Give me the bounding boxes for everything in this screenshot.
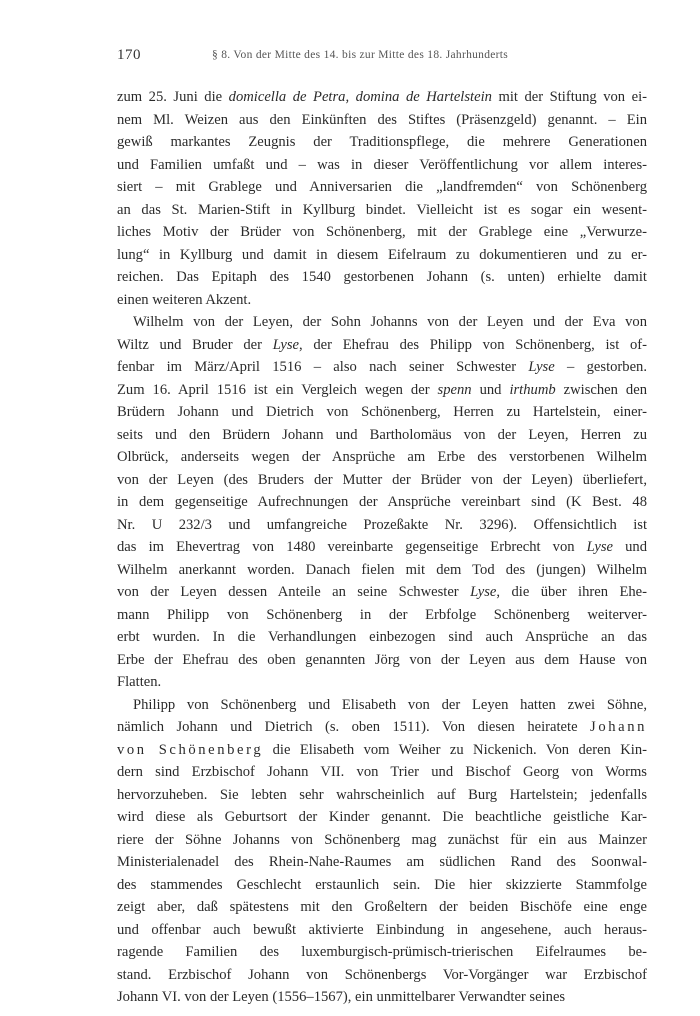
- spaced-text: Johann: [590, 719, 647, 735]
- text-line: [117, 671, 647, 694]
- text-line: [117, 604, 647, 627]
- text-line: [117, 491, 647, 514]
- text-line: [117, 874, 647, 897]
- text-line: [117, 469, 647, 492]
- paragraph: [117, 311, 647, 694]
- text-run: gewiß markantes Zeugnis der Traditionspflege, die mehrere Generationen: [117, 134, 647, 150]
- text-line: [117, 626, 647, 649]
- text-line: [117, 334, 647, 357]
- text-line: [117, 446, 647, 469]
- text-run: und: [613, 539, 647, 555]
- text-run: des stammendes Geschlecht erstaunlich sein. Die hier skizzierte Stammfolge: [117, 876, 647, 893]
- running-head: § 8. Von der Mitte des 14. bis zur Mitte des 18. Jahrhunderts: [212, 49, 509, 61]
- text-run: seits und den Brüdern Johann und Bartholomäus von der Leyen, Herren zu: [117, 426, 647, 443]
- text-run: mann Philipp von Schönenberg in der Erbfolge Schönenberg weiterver-: [117, 606, 647, 623]
- text-line: [117, 739, 647, 762]
- text-run: Nr. U 232/3 und umfangreiche Prozeßakte Nr. 3296). Offensichtlich ist: [117, 516, 647, 533]
- text-run: und Familien umfaßt und – was in dieser Veröffentlichung vor allem interes-: [117, 156, 647, 173]
- text-run: zum 25. Juni die: [117, 89, 229, 105]
- text-run: Brüdern Johann und Dietrich von Schönenberg, Herren zu Hartelstein, einer-: [117, 404, 647, 420]
- text-run: , die über ihren Ehe-: [496, 584, 647, 600]
- text-line: [117, 199, 647, 222]
- italic-text: domicella de Petra, domina de Hartelstein: [228, 89, 492, 105]
- text-line: [117, 581, 647, 604]
- text-line: [117, 109, 647, 132]
- text-line: [117, 356, 647, 379]
- text-run: Wilhelm anerkannt worden. Danach fielen mit dem Tod des (jungen) Wilhelm: [117, 561, 647, 578]
- text-run: zwischen den: [555, 381, 647, 398]
- text-line: [117, 649, 647, 672]
- text-line: [117, 784, 647, 807]
- italic-text: Lyse: [528, 359, 555, 375]
- text-run: Philipp von Schönenberg und Elisabeth von der Leyen hatten zwei Söhne,: [133, 696, 647, 713]
- text-run: reichen. Das Epitaph des 1540 gestorbenen Johann (s. unten) erhielte damit: [117, 269, 647, 285]
- text-run: Erbe der Ehefrau des oben genannten Jörg von der Leyen aus dem Hause von: [117, 651, 647, 668]
- text-run: von der Leyen dessen Anteile an seine Schwester: [117, 584, 471, 600]
- text-run: von der Leyen (des Bruders der Mutter der Brüder von der Leyen) überliefert,: [117, 471, 647, 488]
- text-run: nem Ml. Weizen aus den Einkünften des Stiftes (Präsenzgeld) genannt. – Ein: [117, 111, 647, 128]
- text-run: und offenbar auch bewußt aktivierte Einbindung in angesehene, auch heraus-: [117, 921, 647, 938]
- text-run: erbt wurden. In die Verhandlungen einbezogen sind auch Ansprüche an das: [117, 629, 647, 645]
- text-run: siert – mit Grablege und Anniversarien die „landfremden“ von Schönenberg: [117, 179, 647, 195]
- italic-text: Lyse: [586, 539, 613, 555]
- spaced-text: von Schönenberg: [117, 741, 264, 758]
- text-run: , der Ehefrau des Philipp von Schönenberg, ist of-: [299, 336, 647, 353]
- text-line: [117, 244, 647, 267]
- text-line: [117, 176, 647, 199]
- text-run: zeigt aber, daß spätestens mit den Großeltern der beiden Bischöfe eine enge: [117, 899, 647, 915]
- italic-text: Lyse: [470, 584, 497, 600]
- text-line: [117, 311, 647, 334]
- text-line: [117, 424, 647, 447]
- text-line: [117, 941, 647, 964]
- text-run: an das St. Marien-Stift in Kyllburg bindet. Vielleicht ist es sogar ein wesent-: [117, 201, 647, 218]
- text-run: Flatten.: [117, 674, 162, 690]
- text-line: [117, 401, 647, 424]
- page-header: [117, 47, 647, 67]
- text-line: [117, 379, 647, 402]
- text-line: [117, 221, 647, 244]
- text-run: wird diese als Geburtsort der Kinder genannt. Die beachtliche geistliche Kar-: [117, 809, 647, 825]
- text-line: [117, 289, 647, 312]
- text-run: riere der Söhne Johanns von Schönenberg mag zunächst für ein aus Mainzer: [117, 831, 647, 848]
- text-line: [117, 694, 647, 717]
- text-line: [117, 536, 647, 559]
- text-line: [117, 86, 647, 109]
- text-run: liches Motiv der Brüder von Schönenberg, mit der Grablege eine „Verwurze-: [117, 224, 647, 240]
- text-run: lung“ in Kyllburg und damit in diesem Eifelraum zu dokumentieren und zu er-: [117, 246, 647, 263]
- text-run: dern sind Erzbischof Johann VII. von Trier und Bischof Georg von Worms: [117, 764, 647, 780]
- text-run: ragende Familien des luxemburgisch-prümisch-trierischen Eifelraumes be-: [117, 944, 647, 960]
- text-line: [117, 716, 647, 739]
- italic-text: Lyse: [272, 336, 300, 353]
- text-run: fenbar im März/April 1516 – also nach seiner Schwester: [117, 359, 529, 375]
- text-line: [117, 806, 647, 829]
- paragraph: [117, 694, 647, 1009]
- text-line: [117, 896, 647, 919]
- text-line: [117, 154, 647, 177]
- text-run: stand. Erzbischof Johann von Schönenbergs Vor-Vorgänger war Erzbischof: [117, 966, 647, 983]
- text-line: [117, 964, 647, 987]
- text-line: [117, 131, 647, 154]
- text-run: hervorzuheben. Sie lebten sehr wahrscheinlich auf Burg Hartelstein; jedenfalls: [117, 786, 647, 803]
- text-run: in dem gegenseitige Aufrechnungen der Ansprüche vereinbart sind (K Best. 48: [117, 494, 647, 510]
- text-run: mit der Stiftung von ei-: [491, 89, 647, 105]
- text-run: Olbrück, anderseits wegen der Ansprüche am Erbe des verstorbenen Wilhelm: [117, 449, 647, 465]
- text-run: Zum 16. April 1516 ist ein Vergleich wegen der: [117, 381, 438, 398]
- paragraph: [117, 86, 647, 311]
- text-line: [117, 761, 647, 784]
- text-run: einen weiteren Akzent.: [117, 291, 252, 308]
- text-run: und: [471, 381, 510, 398]
- body-text: [117, 86, 647, 1009]
- text-line: [117, 559, 647, 582]
- text-run: Johann VI. von der Leyen (1556–1567), ein unmittelbarer Verwandter seines: [117, 989, 566, 1005]
- text-line: [117, 266, 647, 289]
- text-run: das im Ehevertrag von 1480 vereinbarte gegenseitige Erbrecht von: [117, 539, 587, 555]
- italic-text: spenn: [437, 381, 472, 398]
- page-number: 170: [117, 47, 141, 63]
- text-run: die Elisabeth vom Weiher zu Nickenich. Von deren Kin-: [263, 741, 647, 758]
- text-run: – gestorben.: [554, 359, 647, 375]
- text-line: [117, 829, 647, 852]
- text-run: Wilhelm von der Leyen, der Sohn Johanns von der Leyen und der Eva von: [133, 314, 647, 330]
- text-line: [117, 851, 647, 874]
- text-line: [117, 919, 647, 942]
- text-run: nämlich Johann und Dietrich (s. oben 1511). Von diesen heiratete: [117, 719, 591, 735]
- text-line: [117, 514, 647, 537]
- text-line: [117, 986, 647, 1009]
- text-run: Ministerialenadel des Rhein-Nahe-Raumes am südlichen Rand des Soonwal-: [117, 854, 647, 870]
- text-run: Wiltz und Bruder der: [117, 336, 273, 353]
- italic-text: irthumb: [509, 381, 556, 398]
